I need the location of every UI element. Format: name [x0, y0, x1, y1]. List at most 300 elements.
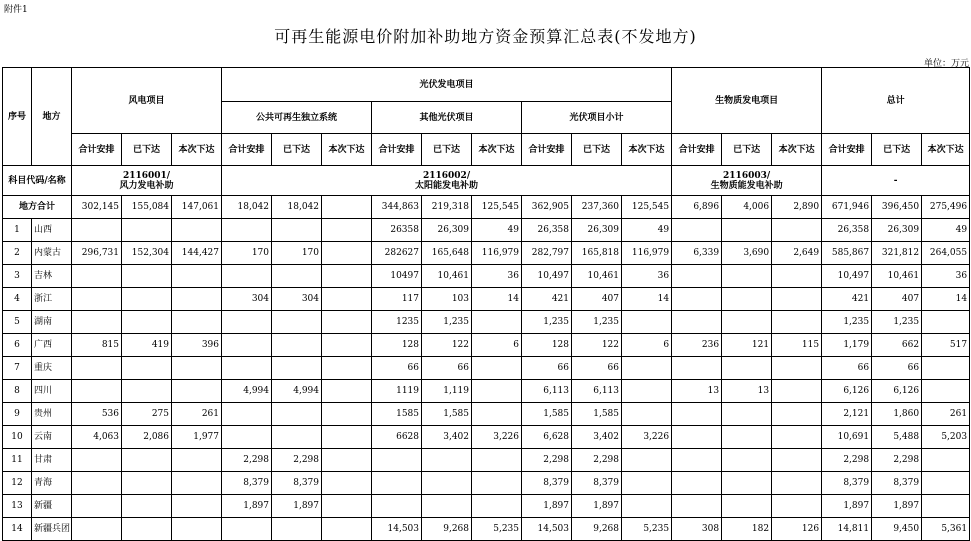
table-cell: [272, 518, 322, 541]
table-cell: 1,179: [822, 334, 872, 357]
header-total: 总计: [822, 68, 970, 134]
table-cell: [772, 288, 822, 311]
table-cell: [672, 311, 722, 334]
table-cell: [622, 403, 672, 426]
summary-label: 地方合计: [3, 196, 72, 219]
table-cell: 296,731: [72, 242, 122, 265]
table-cell: [772, 426, 822, 449]
table-cell: 1,897: [222, 495, 272, 518]
table-cell: 1,235: [422, 311, 472, 334]
table-cell: [772, 380, 822, 403]
table-cell: [722, 472, 772, 495]
subheader-current: 本次下达: [922, 134, 970, 166]
table-cell: [322, 472, 372, 495]
table-cell: [222, 426, 272, 449]
table-cell: [672, 403, 722, 426]
table-cell: 308: [672, 518, 722, 541]
table-cell: [422, 472, 472, 495]
table-cell: 14,503: [522, 518, 572, 541]
table-cell: [472, 472, 522, 495]
subheader-current: 本次下达: [472, 134, 522, 166]
table-cell: [622, 449, 672, 472]
table-cell: [172, 495, 222, 518]
table-cell: 165,648: [422, 242, 472, 265]
table-cell: 517: [922, 334, 970, 357]
row-region: 山西: [32, 219, 72, 242]
table-cell: 815: [72, 334, 122, 357]
table-cell: 26,358: [522, 219, 572, 242]
code-bio: [672, 166, 822, 196]
row-seq: 9: [3, 403, 32, 426]
subheader-issued: 已下达: [122, 134, 172, 166]
table-cell: 10,461: [872, 265, 922, 288]
summary-cell: 237,360: [572, 196, 622, 219]
table-cell: 49: [472, 219, 522, 242]
table-cell: 13: [672, 380, 722, 403]
summary-cell: 18,042: [222, 196, 272, 219]
header-pv-subtotal: 光伏项目小计: [522, 102, 672, 134]
table-cell: 1,585: [572, 403, 622, 426]
table-cell: [722, 403, 772, 426]
code-row: [3, 166, 970, 196]
table-cell: 115: [772, 334, 822, 357]
table-cell: 13: [722, 380, 772, 403]
table-cell: [472, 357, 522, 380]
table-row: [3, 219, 970, 242]
table-cell: 122: [422, 334, 472, 357]
table-cell: [772, 219, 822, 242]
table-cell: 66: [522, 357, 572, 380]
table-cell: 1,119: [422, 380, 472, 403]
table-cell: [322, 403, 372, 426]
table-cell: 26,358: [822, 219, 872, 242]
table-cell: 421: [522, 288, 572, 311]
summary-cell: 147,061: [172, 196, 222, 219]
table-cell: 1,897: [522, 495, 572, 518]
table-cell: [222, 357, 272, 380]
table-cell: 5,361: [922, 518, 970, 541]
row-region: 甘肃: [32, 449, 72, 472]
table-cell: 10,497: [522, 265, 572, 288]
table-cell: [272, 219, 322, 242]
summary-row: [3, 196, 970, 219]
table-cell: 66: [372, 357, 422, 380]
table-cell: [922, 311, 970, 334]
table-row: [3, 403, 970, 426]
row-region: 内蒙古: [32, 242, 72, 265]
row-region: 广西: [32, 334, 72, 357]
table-cell: [222, 311, 272, 334]
table-cell: 14: [472, 288, 522, 311]
table-cell: [672, 219, 722, 242]
table-cell: [672, 495, 722, 518]
table-cell: [322, 219, 372, 242]
table-row: [3, 518, 970, 541]
table-cell: [272, 334, 322, 357]
table-cell: [722, 426, 772, 449]
table-cell: [222, 265, 272, 288]
summary-cell: 125,545: [472, 196, 522, 219]
summary-cell: 671,946: [822, 196, 872, 219]
table-cell: 10,461: [422, 265, 472, 288]
table-cell: [772, 265, 822, 288]
row-seq: 8: [3, 380, 32, 403]
table-cell: 152,304: [122, 242, 172, 265]
table-cell: 10,497: [822, 265, 872, 288]
table-row: [3, 472, 970, 495]
table-cell: [322, 334, 372, 357]
table-cell: 116,979: [472, 242, 522, 265]
table-cell: 8,379: [272, 472, 322, 495]
table-cell: [72, 495, 122, 518]
table-cell: 66: [822, 357, 872, 380]
table-cell: 396: [172, 334, 222, 357]
table-cell: [322, 357, 372, 380]
row-seq: 13: [3, 495, 32, 518]
summary-cell: 219,318: [422, 196, 472, 219]
table-cell: 10497: [372, 265, 422, 288]
table-cell: 121: [722, 334, 772, 357]
table-cell: [372, 449, 422, 472]
table-cell: 6,126: [822, 380, 872, 403]
summary-cell: 6,896: [672, 196, 722, 219]
row-seq: 4: [3, 288, 32, 311]
table-row: [3, 449, 970, 472]
table-cell: [122, 472, 172, 495]
table-cell: 282,797: [522, 242, 572, 265]
table-cell: [172, 311, 222, 334]
table-cell: 170: [272, 242, 322, 265]
table-row: [3, 265, 970, 288]
table-cell: [922, 449, 970, 472]
table-cell: [172, 472, 222, 495]
table-cell: [922, 495, 970, 518]
table-cell: [122, 288, 172, 311]
table-cell: 1,897: [872, 495, 922, 518]
table-cell: 14,503: [372, 518, 422, 541]
table-cell: [72, 265, 122, 288]
code-pv: [222, 166, 672, 196]
code-label: 科目代码/名称: [3, 166, 72, 196]
table-cell: [472, 495, 522, 518]
table-cell: [672, 357, 722, 380]
code-bio-id: 2116003/: [723, 170, 771, 181]
table-cell: 2,298: [872, 449, 922, 472]
table-cell: [272, 311, 322, 334]
table-cell: 662: [872, 334, 922, 357]
table-cell: 2,298: [222, 449, 272, 472]
table-cell: [472, 403, 522, 426]
summary-cell: 125,545: [622, 196, 672, 219]
table-cell: [122, 518, 172, 541]
table-cell: 9,268: [422, 518, 472, 541]
summary-cell: 18,042: [272, 196, 322, 219]
table-cell: [222, 518, 272, 541]
table-cell: 6628: [372, 426, 422, 449]
subheader-plan: 合计安排: [522, 134, 572, 166]
table-cell: [472, 311, 522, 334]
table-cell: [72, 472, 122, 495]
table-cell: 1,235: [522, 311, 572, 334]
table-cell: 128: [372, 334, 422, 357]
header-wind: 风电项目: [72, 68, 222, 134]
table-cell: 2,086: [122, 426, 172, 449]
table-cell: 5,203: [922, 426, 970, 449]
row-region: 吉林: [32, 265, 72, 288]
table-cell: 1,235: [822, 311, 872, 334]
subheader-plan: 合计安排: [822, 134, 872, 166]
table-cell: 1585: [372, 403, 422, 426]
table-cell: 2,298: [572, 449, 622, 472]
table-cell: [772, 472, 822, 495]
table-cell: [772, 357, 822, 380]
table-cell: 116,979: [622, 242, 672, 265]
table-cell: 282627: [372, 242, 422, 265]
table-cell: [772, 311, 822, 334]
table-cell: 1,235: [872, 311, 922, 334]
row-seq: 2: [3, 242, 32, 265]
header-pv-other: 其他光伏项目: [372, 102, 522, 134]
table-cell: [322, 495, 372, 518]
summary-cell: 302,145: [72, 196, 122, 219]
table-cell: [272, 357, 322, 380]
table-cell: 6,113: [572, 380, 622, 403]
table-cell: [122, 311, 172, 334]
header-bio: 生物质发电项目: [672, 68, 822, 134]
row-region: 重庆: [32, 357, 72, 380]
table-cell: 2,298: [822, 449, 872, 472]
table-cell: [172, 219, 222, 242]
table-cell: [922, 472, 970, 495]
table-cell: 4,994: [222, 380, 272, 403]
table-cell: [72, 288, 122, 311]
table-cell: 1,897: [272, 495, 322, 518]
summary-cell: 344,863: [372, 196, 422, 219]
table-cell: [72, 518, 122, 541]
table-cell: 421: [822, 288, 872, 311]
table-cell: 407: [872, 288, 922, 311]
table-row: [3, 334, 970, 357]
row-seq: 12: [3, 472, 32, 495]
table-cell: [622, 380, 672, 403]
table-cell: 103: [422, 288, 472, 311]
table-row: [3, 380, 970, 403]
table-cell: [472, 380, 522, 403]
code-wind-id: 2116001/: [122, 170, 171, 181]
table-cell: 8,379: [872, 472, 922, 495]
table-cell: [722, 265, 772, 288]
table-cell: 170: [222, 242, 272, 265]
row-region: 浙江: [32, 288, 72, 311]
attachment-label: 附件1: [4, 5, 28, 15]
table-cell: 407: [572, 288, 622, 311]
table-cell: 1,977: [172, 426, 222, 449]
row-seq: 1: [3, 219, 32, 242]
table-cell: 126: [772, 518, 822, 541]
table-cell: 1,585: [422, 403, 472, 426]
table-cell: [272, 265, 322, 288]
header-seq: 序号: [3, 68, 32, 166]
table-cell: 26358: [372, 219, 422, 242]
table-cell: 236: [672, 334, 722, 357]
header-pv: 光伏发电项目: [222, 68, 672, 102]
table-row: [3, 495, 970, 518]
subheader-row: [3, 134, 970, 166]
table-cell: 261: [922, 403, 970, 426]
row-seq: 14: [3, 518, 32, 541]
table-cell: 49: [622, 219, 672, 242]
table-cell: 6,113: [522, 380, 572, 403]
table-cell: 304: [272, 288, 322, 311]
table-cell: 26,309: [572, 219, 622, 242]
table-cell: [72, 449, 122, 472]
code-pv-id: 2116002/: [422, 170, 471, 181]
table-cell: 66: [572, 357, 622, 380]
table-cell: [772, 449, 822, 472]
table-cell: 5,235: [472, 518, 522, 541]
table-cell: 8,379: [222, 472, 272, 495]
table-cell: [222, 219, 272, 242]
table-cell: 8,379: [822, 472, 872, 495]
table-cell: [72, 311, 122, 334]
subheader-current: 本次下达: [772, 134, 822, 166]
table-row: [3, 311, 970, 334]
table-cell: 66: [872, 357, 922, 380]
subheader-plan: 合计安排: [372, 134, 422, 166]
table-cell: 2,298: [272, 449, 322, 472]
table-cell: [72, 219, 122, 242]
table-cell: 1,897: [572, 495, 622, 518]
table-cell: 6,126: [872, 380, 922, 403]
table-cell: [772, 495, 822, 518]
summary-cell: 396,450: [872, 196, 922, 219]
table-cell: 49: [922, 219, 970, 242]
table-cell: 6,628: [522, 426, 572, 449]
table-cell: [172, 357, 222, 380]
table-cell: 3,402: [422, 426, 472, 449]
row-seq: 5: [3, 311, 32, 334]
table-cell: 10,461: [572, 265, 622, 288]
table-cell: [672, 265, 722, 288]
table-row: [3, 288, 970, 311]
subheader-current: 本次下达: [172, 134, 222, 166]
table-cell: [622, 311, 672, 334]
table-cell: 182: [722, 518, 772, 541]
table-cell: [422, 449, 472, 472]
table-cell: 165,818: [572, 242, 622, 265]
table-cell: [122, 219, 172, 242]
table-cell: [672, 426, 722, 449]
table-cell: [322, 449, 372, 472]
row-seq: 6: [3, 334, 32, 357]
table-cell: [722, 449, 772, 472]
page-title: 可再生能源电价附加补助地方资金预算汇总表(不发地方): [274, 27, 697, 46]
table-cell: 2,298: [522, 449, 572, 472]
table-cell: 10,691: [822, 426, 872, 449]
row-region: 四川: [32, 380, 72, 403]
table-cell: 122: [572, 334, 622, 357]
summary-cell: 362,905: [522, 196, 572, 219]
table-cell: [722, 357, 772, 380]
table-cell: 1,235: [572, 311, 622, 334]
table-cell: 304: [222, 288, 272, 311]
table-cell: 261: [172, 403, 222, 426]
table-cell: [122, 265, 172, 288]
table-cell: [172, 265, 222, 288]
table-cell: 9,268: [572, 518, 622, 541]
table-cell: 1235: [372, 311, 422, 334]
table-cell: 321,812: [872, 242, 922, 265]
summary-cell: 275,496: [922, 196, 970, 219]
table-cell: [322, 242, 372, 265]
subheader-issued: 已下达: [572, 134, 622, 166]
table-cell: [172, 449, 222, 472]
row-region: 青海: [32, 472, 72, 495]
table-cell: 8,379: [572, 472, 622, 495]
table-cell: 26,309: [872, 219, 922, 242]
table-cell: [322, 518, 372, 541]
table-cell: 5,235: [622, 518, 672, 541]
code-pv-name: 太阳能发电补助: [415, 180, 479, 191]
unit-label: 单位：万元: [923, 59, 969, 69]
code-total: -: [822, 166, 970, 196]
table-cell: 2,649: [772, 242, 822, 265]
table-cell: [322, 311, 372, 334]
code-wind: [72, 166, 222, 196]
table-cell: [472, 449, 522, 472]
table-cell: 117: [372, 288, 422, 311]
row-seq: 10: [3, 426, 32, 449]
table-cell: 6: [472, 334, 522, 357]
table-row: [3, 426, 970, 449]
table-cell: [272, 403, 322, 426]
table-cell: 8,379: [522, 472, 572, 495]
table-cell: 66: [422, 357, 472, 380]
budget-table: [2, 67, 970, 541]
row-region: 贵州: [32, 403, 72, 426]
table-cell: 6,339: [672, 242, 722, 265]
table-cell: [72, 357, 122, 380]
table-cell: 1,585: [522, 403, 572, 426]
row-region: 云南: [32, 426, 72, 449]
table-cell: 26,309: [422, 219, 472, 242]
row-seq: 11: [3, 449, 32, 472]
table-cell: [122, 449, 172, 472]
table-cell: 1,860: [872, 403, 922, 426]
table-cell: 536: [72, 403, 122, 426]
table-cell: 264,055: [922, 242, 970, 265]
table-cell: 2,121: [822, 403, 872, 426]
table-cell: [222, 403, 272, 426]
table-cell: 3,226: [472, 426, 522, 449]
row-region: 新疆兵团: [32, 518, 72, 541]
table-cell: 6: [622, 334, 672, 357]
table-cell: [672, 288, 722, 311]
table-cell: 14,811: [822, 518, 872, 541]
table-cell: [622, 495, 672, 518]
table-cell: 3,690: [722, 242, 772, 265]
table-cell: 36: [472, 265, 522, 288]
table-cell: 36: [622, 265, 672, 288]
table-cell: [722, 288, 772, 311]
code-bio-name: 生物质能发电补助: [710, 180, 783, 191]
header-region: 地方: [32, 68, 72, 166]
table-cell: [222, 334, 272, 357]
table-cell: [322, 380, 372, 403]
table-cell: [172, 518, 222, 541]
table-cell: 275: [122, 403, 172, 426]
row-seq: 3: [3, 265, 32, 288]
